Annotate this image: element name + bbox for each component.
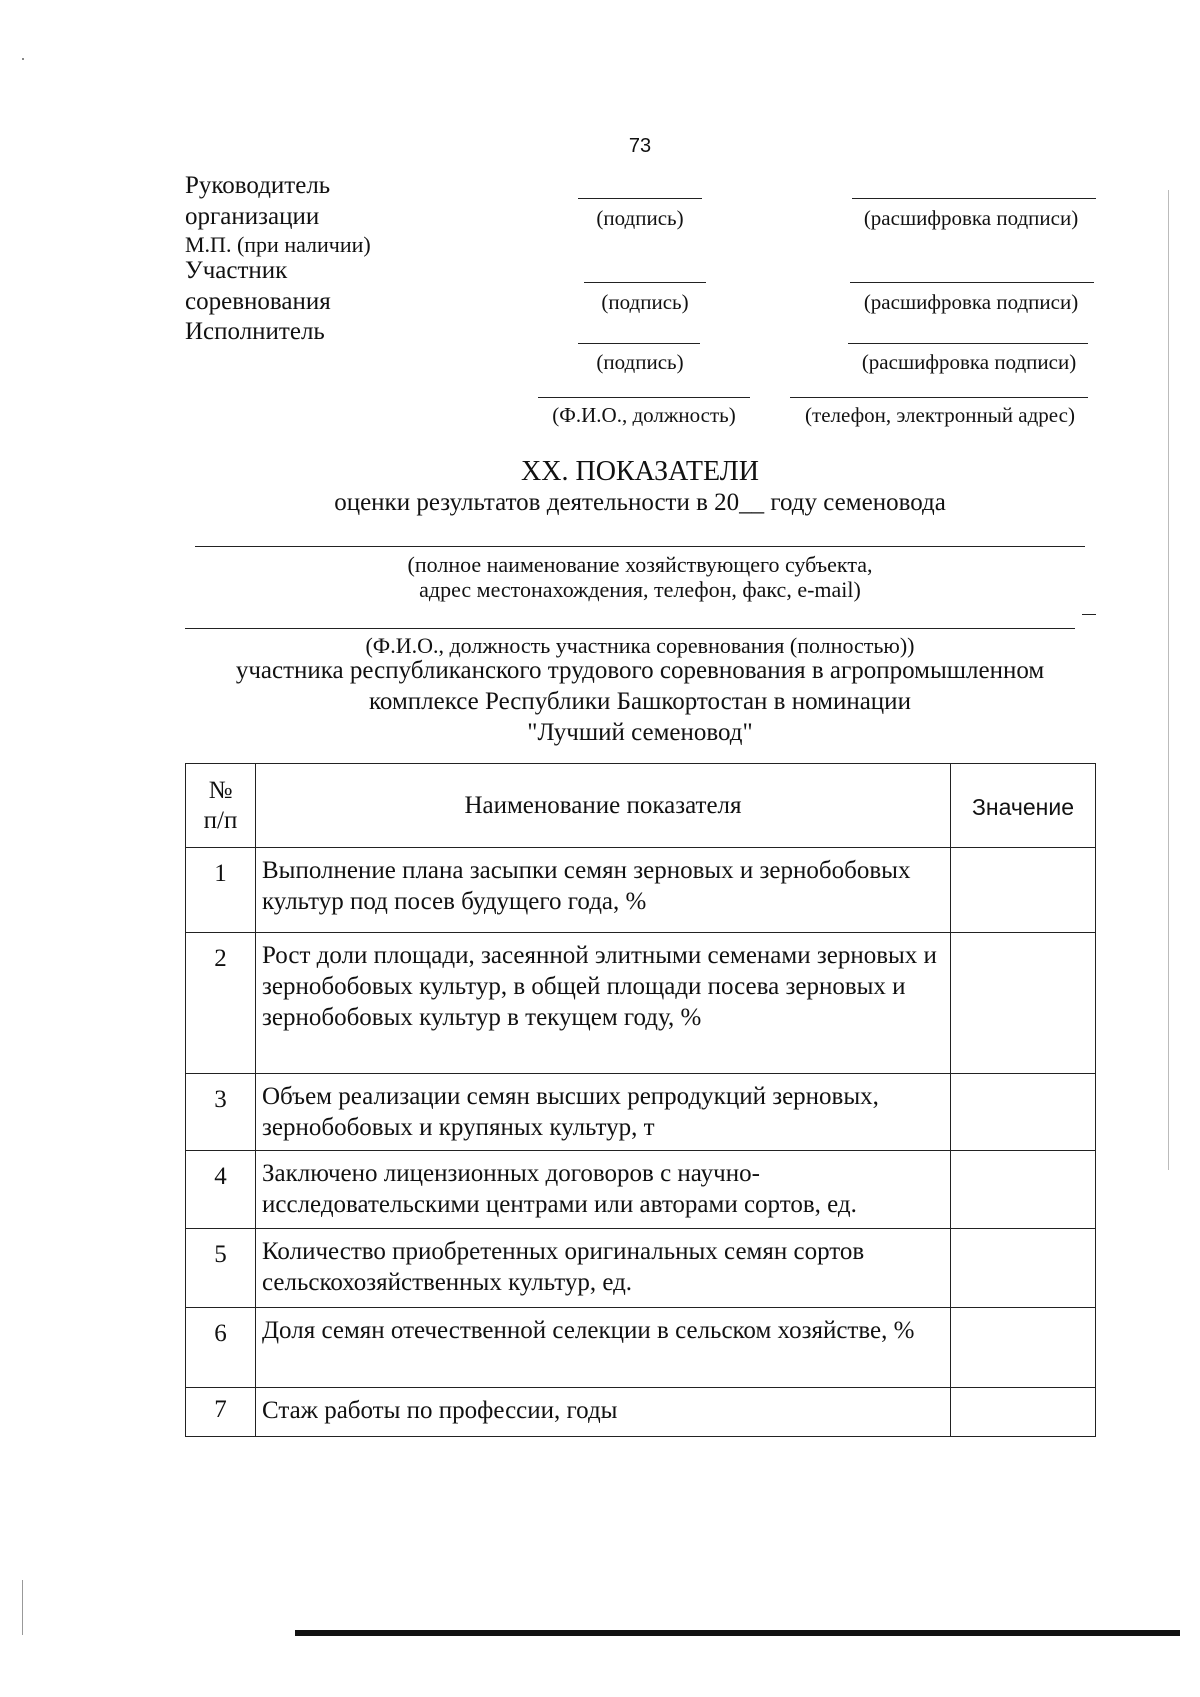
row-indicator-name: Количество приобретенных оригинальных семян сортов сельскохозяйственных культур, ед. — [256, 1229, 951, 1308]
row-value — [951, 933, 1096, 1074]
signature-line — [578, 198, 702, 199]
head-label-line1: Руководитель — [185, 172, 331, 199]
row-number: 1 — [186, 848, 256, 933]
executor-label: Исполнитель — [185, 318, 325, 345]
scan-speck — [22, 1580, 23, 1635]
indicators-table — [185, 763, 1096, 1437]
head-label-line2: организации — [185, 203, 320, 230]
table-row — [186, 1388, 1096, 1437]
entity-caption-line2: адрес местонахождения, телефон, факс, e-mail) — [419, 577, 861, 602]
signature-decode-caption: (расшифровка подписи) — [861, 350, 1077, 374]
table-row — [186, 933, 1096, 1074]
row-number: 4 — [186, 1151, 256, 1229]
participant-caption: (Ф.И.О., должность участника соревнования (полностью)) — [365, 633, 915, 658]
table-row — [186, 1151, 1096, 1229]
signature-decode-line — [852, 198, 1096, 199]
row-indicator-name: Объем реализации семян высших репродукций зерновых, зернобобовых и крупяных культур, т — [256, 1074, 951, 1151]
row-value — [951, 1229, 1096, 1308]
signature-caption: (подпись) — [596, 350, 684, 374]
signature-caption: (подпись) — [601, 290, 689, 314]
contact-line — [790, 397, 1088, 398]
signature-decode-caption: (расшифровка подписи) — [863, 290, 1079, 314]
section-title: XX. ПОКАЗАТЕЛИ — [521, 456, 759, 487]
table-header-row — [186, 764, 1096, 848]
row-number: 7 — [186, 1388, 256, 1437]
row-value — [951, 1388, 1096, 1437]
row-value — [951, 848, 1096, 933]
row-indicator-name: Выполнение плана засыпки семян зерновых и зернобобовых культур под посев будущего года, % — [256, 848, 951, 933]
table-row — [186, 1074, 1096, 1151]
entity-caption-line1: (полное наименование хозяйствующего субъекта, — [407, 552, 873, 577]
description-line3: "Лучший семеновод" — [527, 719, 753, 746]
signature-decode-caption: (расшифровка подписи) — [863, 206, 1079, 230]
signature-caption: (подпись) — [596, 206, 684, 230]
participant-line-tail — [1082, 614, 1096, 615]
stamp-label: М.П. (при наличии) — [185, 232, 371, 257]
scan-bottom-bar — [295, 1630, 1180, 1636]
description-line1: участника республиканского трудового соревнования в агропромышленном — [235, 657, 1045, 684]
row-number: 6 — [186, 1308, 256, 1388]
participant-label-line1: Участник — [185, 257, 288, 284]
table-row — [186, 848, 1096, 933]
row-indicator-name: Доля семян отечественной селекции в сельском хозяйстве, % — [256, 1308, 951, 1388]
description-line2: комплексе Республики Башкортостан в номинации — [369, 688, 911, 715]
page-number: 73 — [628, 135, 652, 157]
table-row — [186, 1308, 1096, 1388]
fio-line — [538, 397, 750, 398]
row-number: 3 — [186, 1074, 256, 1151]
row-number: 2 — [186, 933, 256, 1074]
entity-line — [195, 546, 1085, 547]
row-value — [951, 1308, 1096, 1388]
participant-label-line2: соревнования — [185, 288, 331, 315]
fio-caption: (Ф.И.О., должность) — [552, 403, 736, 427]
table-row — [186, 1229, 1096, 1308]
row-indicator-name: Стаж работы по профессии, годы — [256, 1388, 951, 1437]
section-subtitle: оценки результатов деятельности в 20__ году семеновода — [334, 489, 946, 516]
participant-line — [185, 628, 1075, 629]
signature-decode-line — [848, 343, 1088, 344]
contact-caption: (телефон, электронный адрес) — [805, 403, 1075, 427]
signature-decode-line — [850, 282, 1094, 283]
signature-line — [578, 343, 700, 344]
scan-speck — [1168, 190, 1169, 1170]
header-value: Значение — [951, 764, 1096, 848]
row-value — [951, 1151, 1096, 1229]
scan-speck — [22, 58, 24, 60]
row-number: 5 — [186, 1229, 256, 1308]
signature-line — [584, 282, 706, 283]
row-indicator-name: Заключено лицензионных договоров с научно-исследовательскими центрами или авторами сортов, ед. — [256, 1151, 951, 1229]
row-value — [951, 1074, 1096, 1151]
row-indicator-name: Рост доли площади, засеянной элитными семенами зерновых и зернобобовых культур, в общей площади посева зерновых и зернобобовых культур в текущем году, % — [256, 933, 951, 1074]
header-name: Наименование показателя — [256, 764, 951, 848]
header-num: № п/п — [186, 764, 256, 848]
